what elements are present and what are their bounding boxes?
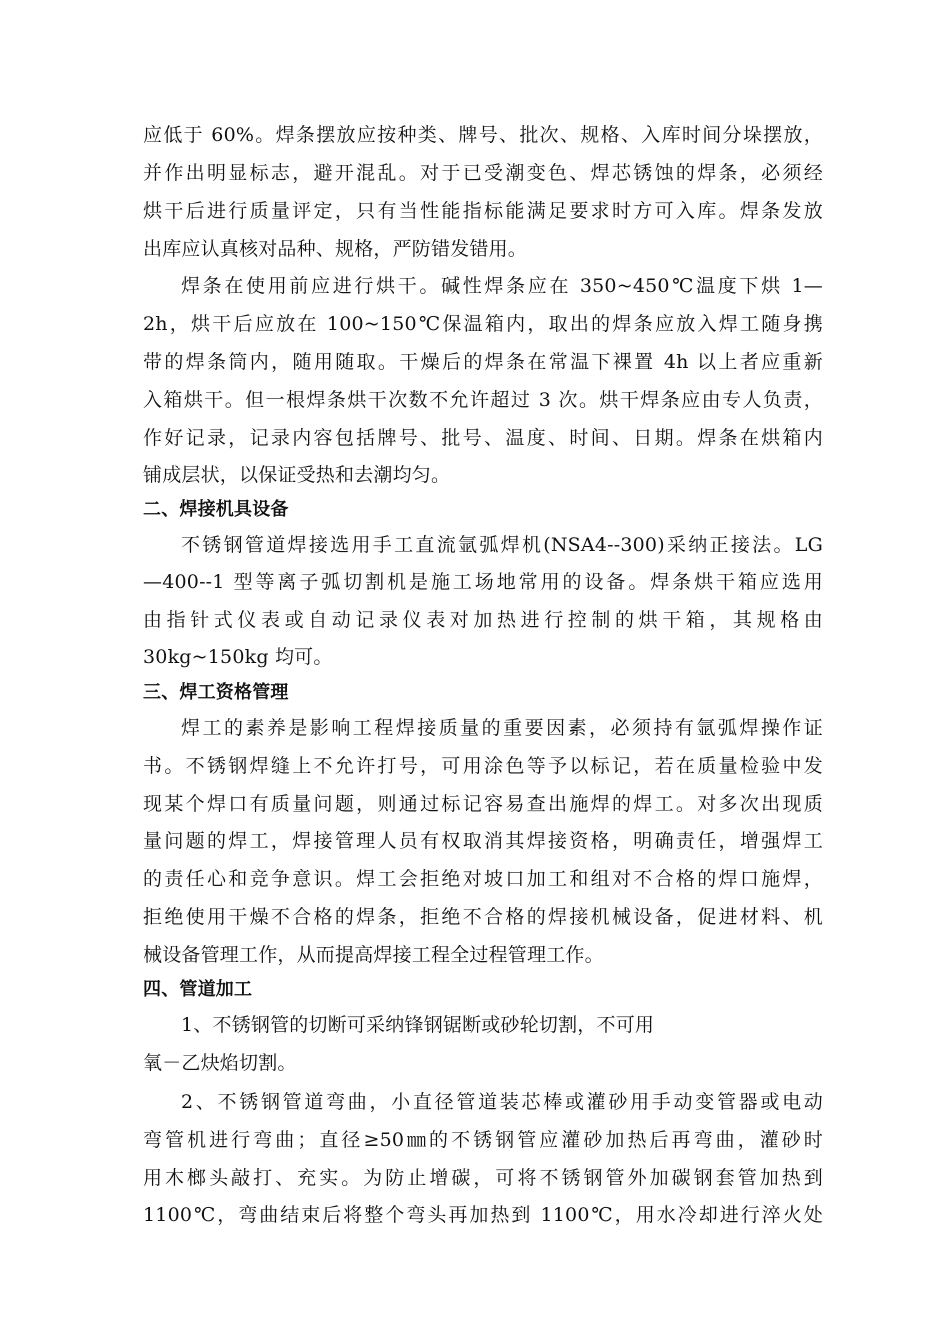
paragraph-line: 烘干后进行质量评定，只有当性能指标能满足要求时方可入库。焊条发放 (143, 200, 823, 222)
paragraph-line: —400--1 型等离子弧切割机是施工场地常用的设备。焊条烘干箱应选用 (143, 571, 823, 593)
paragraph-line: 2、不锈钢管道弯曲，小直径管道装芯棒或灌砂用手动变管器或电动 (181, 1091, 823, 1113)
paragraph-line: 1100℃，弯曲结束后将整个弯头再加热到 1100℃，用水冷却进行淬火处 (143, 1204, 823, 1226)
paragraph-line: 弯管机进行弯曲；直径≥50㎜的不锈钢管应灌砂加热后再弯曲，灌砂时 (143, 1129, 823, 1151)
paragraph-line: 30kg~150kg 均可。 (143, 646, 333, 668)
section-heading: 三、焊工资格管理 (143, 682, 289, 703)
paragraph-line: 应低于 60%。焊条摆放应按种类、牌号、批次、规格、入库时间分垛摆放， (143, 124, 823, 146)
paragraph-line: 作好记录，记录内容包括牌号、批号、温度、时间、日期。焊条在烘箱内 (143, 427, 823, 449)
paragraph-line: 书。不锈钢焊缝上不允许打号，可用涂色等予以标记，若在质量检验中发 (143, 755, 823, 777)
paragraph-line: 入箱烘干。但一根焊条烘干次数不允许超过 3 次。烘干焊条应由专人负责， (143, 389, 823, 411)
paragraph-line: 械设备管理工作，从而提高焊接工程全过程管理工作。 (143, 944, 604, 966)
paragraph-line: 用木榔头敲打、充实。为防止增碳，可将不锈钢管外加碳钢套管加热到 (143, 1167, 823, 1189)
paragraph-line: 并作出明显标志，避开混乱。对于已受潮变色、焊芯锈蚀的焊条，必须经 (143, 162, 823, 184)
paragraph-line: 现某个焊口有质量问题，则通过标记容易查出施焊的焊工。对多次出现质 (143, 793, 823, 815)
paragraph-line: 焊条在使用前应进行烘干。碱性焊条应在 350~450℃温度下烘 1— (181, 275, 823, 297)
paragraph-line: 由指针式仪表或自动记录仪表对加热进行控制的烘干箱，其规格由 (143, 609, 823, 631)
paragraph-line: 铺成层状，以保证受热和去潮均匀。 (143, 464, 451, 486)
paragraph-line: 的责任心和竞争意识。焊工会拒绝对坡口加工和组对不合格的焊口施焊， (143, 868, 823, 890)
paragraph-line: 氧－乙炔焰切割。 (143, 1052, 297, 1074)
paragraph-line: 不锈钢管道焊接选用手工直流氩弧焊机(NSA4--300)采纳正接法。LG (181, 534, 823, 556)
section-heading: 二、焊接机具设备 (143, 499, 289, 520)
paragraph-line: 量问题的焊工，焊接管理人员有权取消其焊接资格，明确责任，增强焊工 (143, 830, 823, 852)
paragraph-line: 出库应认真核对品种、规格，严防错发错用。 (143, 238, 528, 260)
paragraph-line: 拒绝使用干燥不合格的焊条，拒绝不合格的焊接机械设备，促进材料、机 (143, 906, 823, 928)
paragraph-line: 2h，烘干后应放在 100~150℃保温箱内，取出的焊条应放入焊工随身携 (143, 313, 823, 335)
paragraph-line: 焊工的素养是影响工程焊接质量的重要因素，必须持有氩弧焊操作证 (181, 717, 823, 739)
paragraph-line: 带的焊条筒内，随用随取。干燥后的焊条在常温下裸置 4h 以上者应重新 (143, 351, 823, 373)
section-heading: 四、管道加工 (143, 979, 253, 1000)
paragraph-line: 1、不锈钢管的切断可采纳锋钢锯断或砂轮切割，不可用 (181, 1014, 655, 1036)
